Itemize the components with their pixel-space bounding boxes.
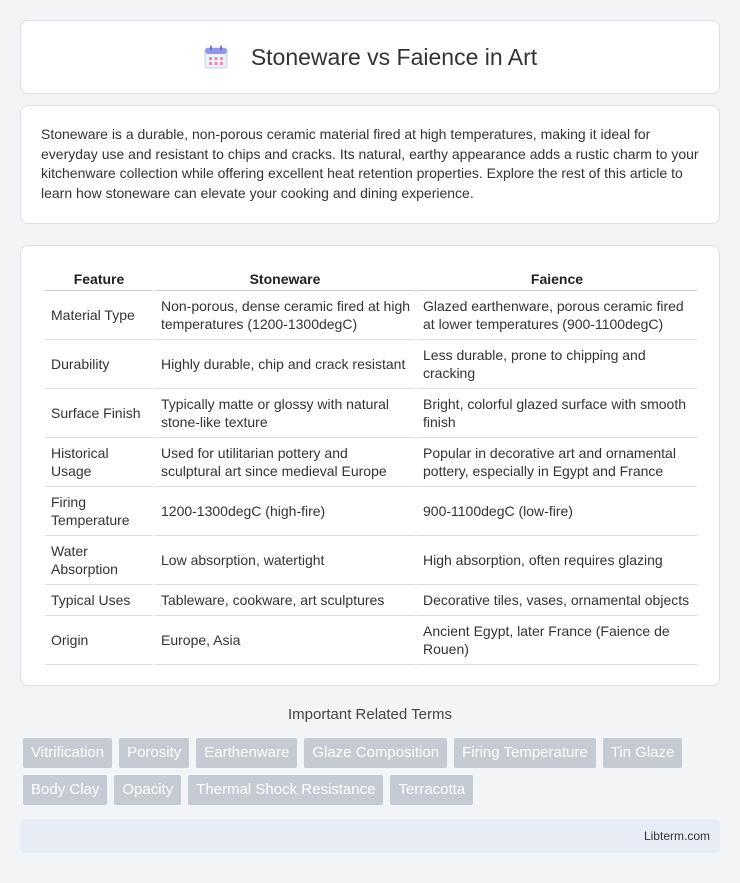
table-row (45, 340, 697, 389)
faience-cell: High absorption, often requires glazing (417, 536, 697, 585)
stoneware-cell: Used for utilitarian pottery and sculptural art since medieval Europe (155, 438, 415, 487)
stoneware-cell: Low absorption, watertight (155, 536, 415, 585)
term-tag[interactable]: Terracotta (390, 775, 473, 805)
table-row (45, 438, 697, 487)
term-tag[interactable]: Opacity (114, 775, 181, 805)
footer (20, 819, 720, 853)
faience-cell: Popular in decorative art and ornamental pottery, especially in Egypt and France (417, 438, 697, 487)
feature-cell: Typical Uses (45, 585, 153, 616)
stoneware-cell: Europe, Asia (155, 616, 415, 665)
faience-cell: Glazed earthenware, porous ceramic fired at lower temperatures (900-1100degC) (417, 291, 697, 340)
table-row (45, 291, 697, 340)
term-tag[interactable]: Porosity (119, 738, 189, 768)
page-title: Stoneware vs Faience in Art (250, 43, 538, 70)
related-terms-list (23, 738, 723, 812)
header-feature: Feature (45, 265, 153, 291)
faience-cell: Decorative tiles, vases, ornamental objects (417, 585, 697, 616)
table-row (45, 389, 697, 438)
stoneware-cell: Non-porous, dense ceramic fired at high temperatures (1200-1300degC) (155, 291, 415, 340)
table-header-row (45, 265, 697, 291)
header-stoneware: Stoneware (155, 265, 415, 291)
stoneware-cell: 1200-1300degC (high-fire) (155, 487, 415, 536)
intro-text: Stoneware is a durable, non-porous ceramic material fired at high temperatures, making it ideal for everyday use and resistant to chips and cracks. Its natural, earthy appearance adds a rustic charm to your kitchenware collection while offering excellent heat retention properties. Explore the rest of this article to learn how stoneware can elevate your cooking and dining experience. (41, 126, 699, 201)
table-row (45, 536, 697, 585)
stoneware-cell: Highly durable, chip and crack resistant (155, 340, 415, 389)
term-tag[interactable]: Glaze Composition (304, 738, 447, 768)
related-terms-title: Important Related Terms (288, 706, 452, 723)
feature-cell: Material Type (45, 291, 153, 340)
comparison-table (43, 265, 699, 665)
faience-cell: Ancient Egypt, later France (Faience de Rouen) (417, 616, 697, 665)
feature-cell: Water Absorption (45, 536, 153, 585)
header-card (20, 20, 720, 94)
term-tag[interactable]: Body Clay (23, 775, 107, 805)
term-tag[interactable]: Tin Glaze (603, 738, 683, 768)
feature-cell: Historical Usage (45, 438, 153, 487)
comparison-card (20, 245, 720, 686)
faience-cell: 900-1100degC (low-fire) (417, 487, 697, 536)
stoneware-cell: Tableware, cookware, art sculptures (155, 585, 415, 616)
term-tag[interactable]: Earthenware (196, 738, 297, 768)
feature-cell: Origin (45, 616, 153, 665)
feature-cell: Surface Finish (45, 389, 153, 438)
feature-cell: Durability (45, 340, 153, 389)
faience-cell: Less durable, prone to chipping and cracking (417, 340, 697, 389)
table-row (45, 487, 697, 536)
calendar-icon (203, 44, 229, 70)
term-tag[interactable]: Vitrification (23, 738, 112, 768)
faience-cell: Bright, colorful glazed surface with smooth finish (417, 389, 697, 438)
term-tag[interactable]: Firing Temperature (454, 738, 596, 768)
header-faience: Faience (417, 265, 697, 291)
stoneware-cell: Typically matte or glossy with natural stone-like texture (155, 389, 415, 438)
table-row (45, 616, 697, 665)
feature-cell: Firing Temperature (45, 487, 153, 536)
term-tag[interactable]: Thermal Shock Resistance (188, 775, 383, 805)
footer-site-link[interactable]: Libterm.com (643, 829, 710, 843)
table-row (45, 585, 697, 616)
intro-card (20, 105, 720, 224)
